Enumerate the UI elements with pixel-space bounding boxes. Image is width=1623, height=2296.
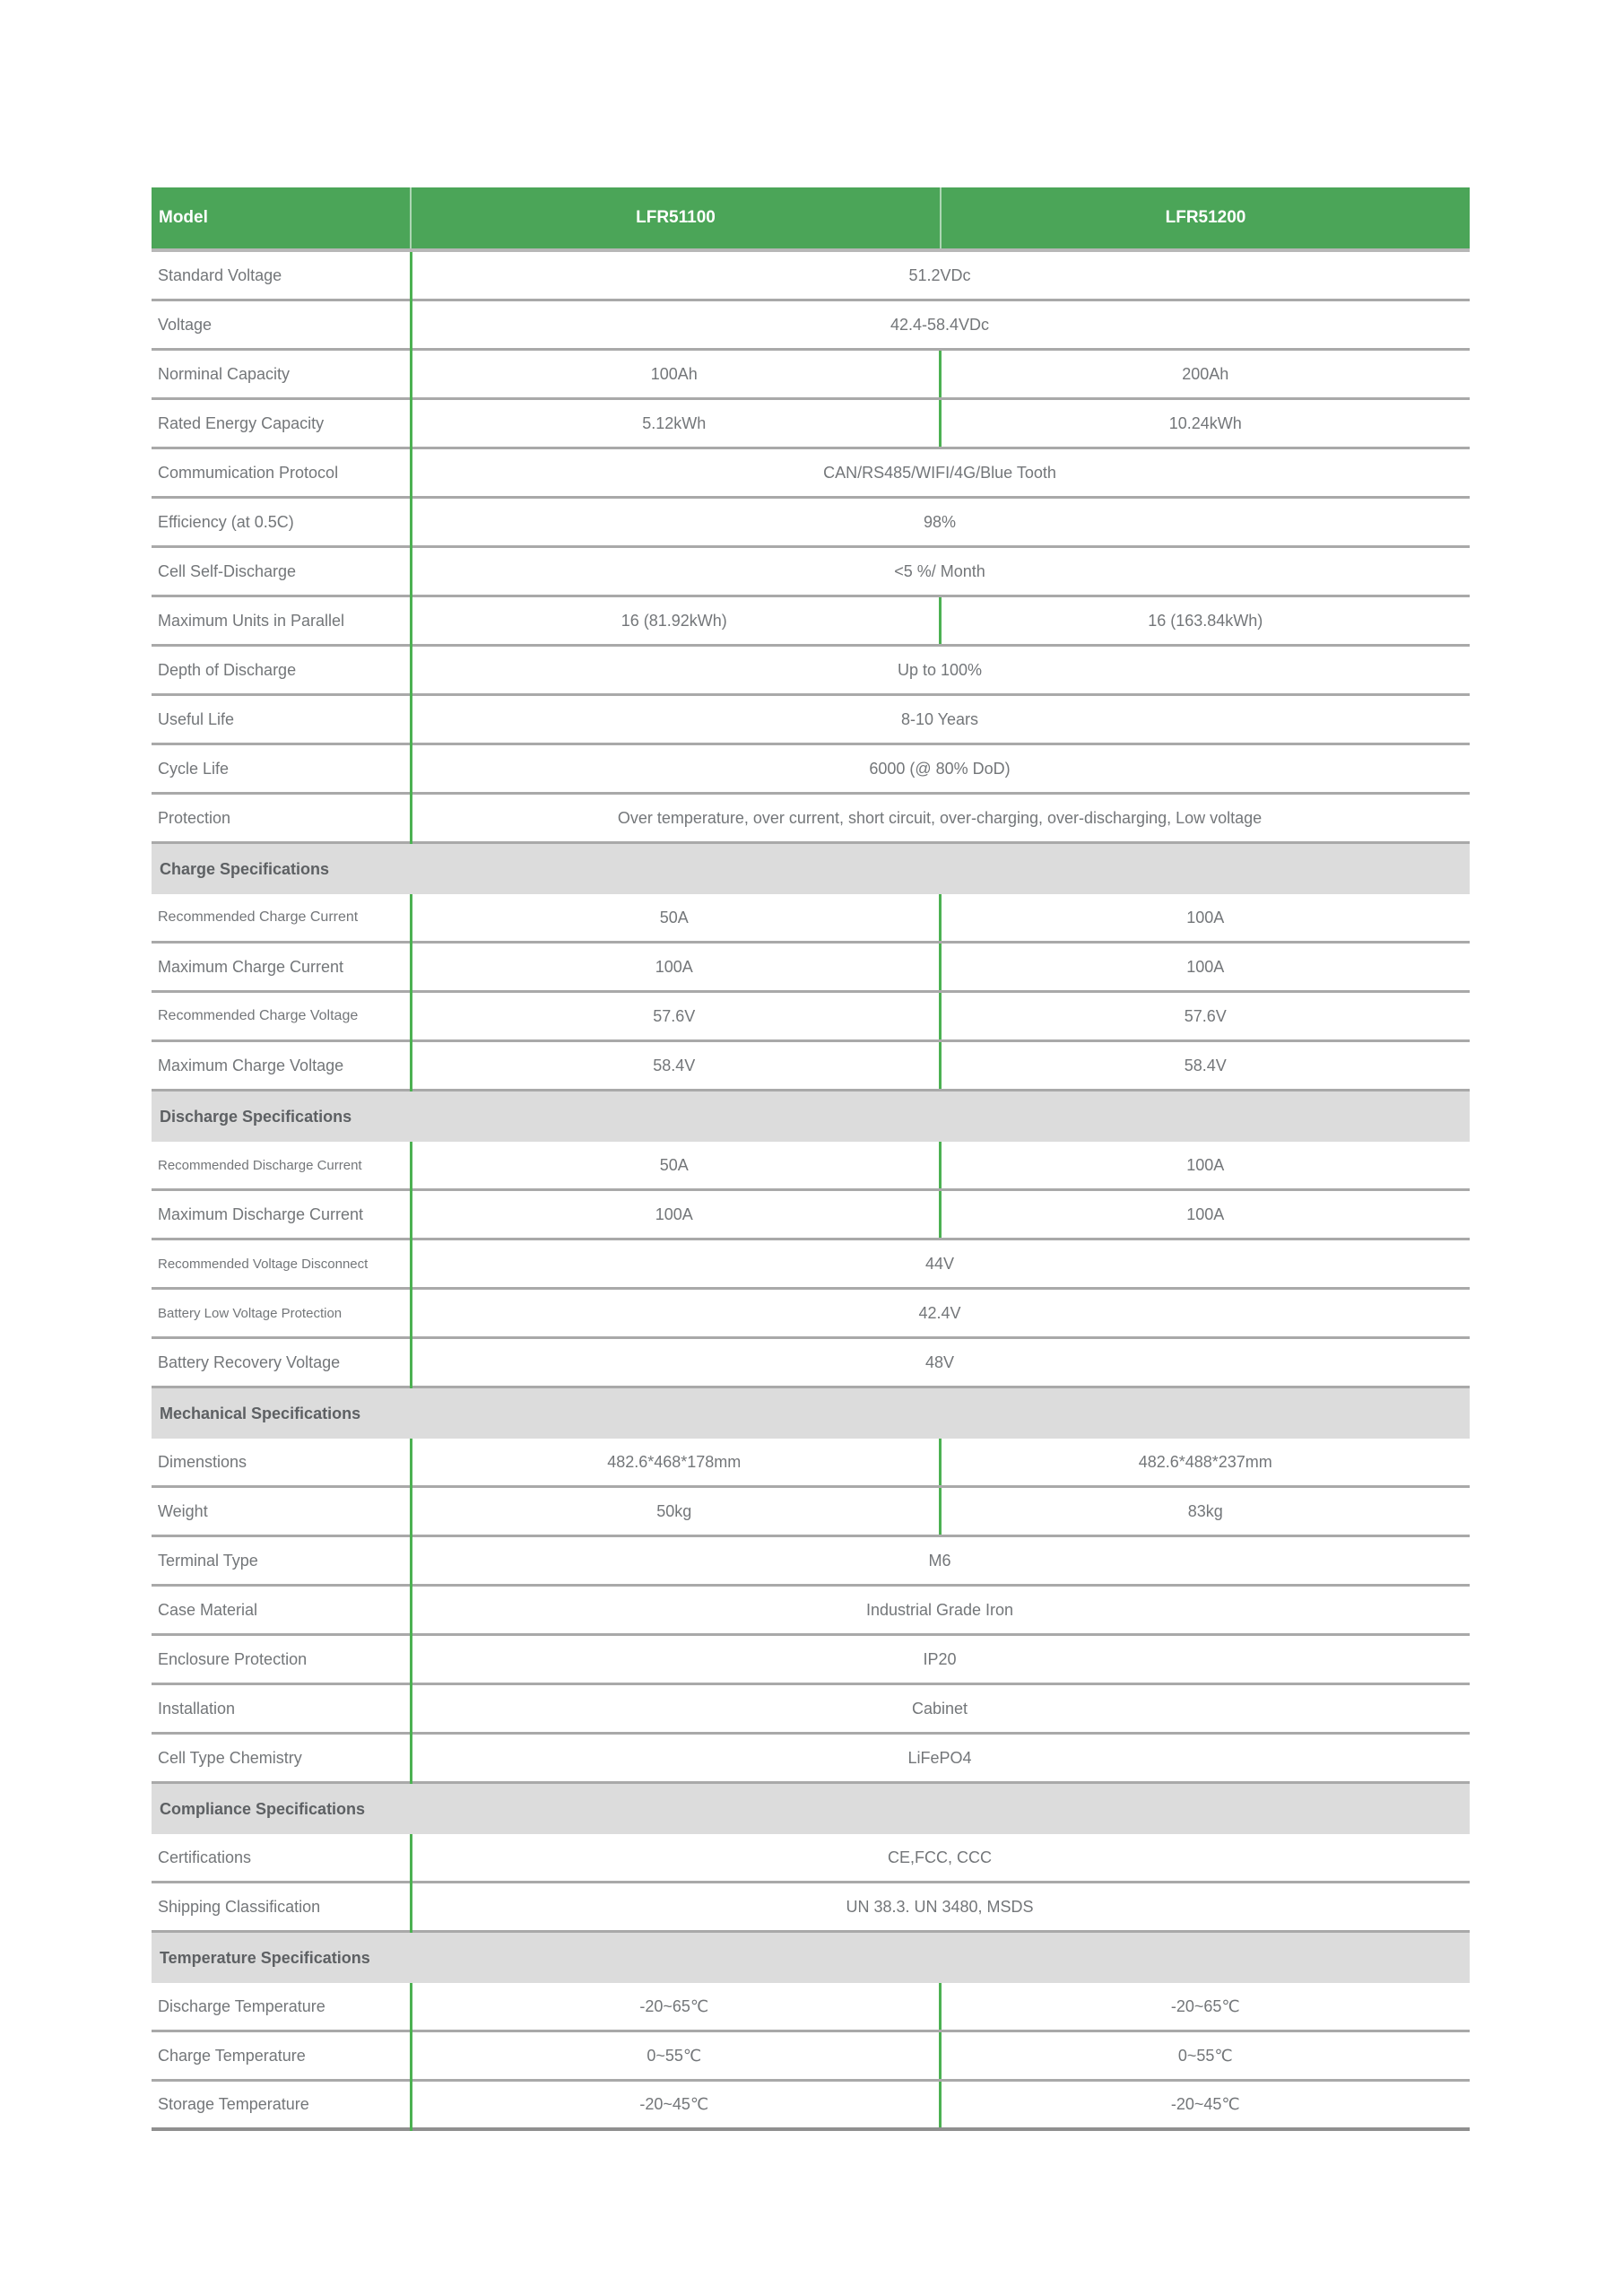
- row-label: Cycle Life: [158, 759, 230, 778]
- row-value-merged: Industrial Grade Iron: [865, 1600, 1014, 1619]
- row-label: Efficiency (at 0.5C): [158, 512, 294, 531]
- table-row: [152, 301, 1470, 351]
- row-value-col1: 100A: [655, 1205, 693, 1223]
- row-value-col2: 100A: [939, 944, 1471, 990]
- row-value-merged: LiFePO4: [907, 1748, 972, 1767]
- row-value-col2: -20~45℃: [939, 2082, 1471, 2127]
- table-row: [152, 795, 1470, 844]
- row-label: Maximum Charge Current: [158, 957, 344, 976]
- table-body: [152, 252, 1470, 2131]
- row-value-merged: 44V: [924, 1254, 955, 1273]
- row-label: Commumication Protocol: [158, 463, 339, 482]
- row-value-col2: 16 (163.84kWh): [939, 597, 1471, 644]
- section-header: Charge Specifications: [152, 844, 1470, 894]
- table-row: [152, 1883, 1470, 1933]
- section-header: Discharge Specifications: [152, 1091, 1470, 1142]
- row-label: Certifications: [158, 1848, 252, 1866]
- table-row: [152, 696, 1470, 745]
- row-value-col1: 50A: [659, 1155, 689, 1174]
- row-value-col2: 10.24kWh: [939, 400, 1471, 447]
- row-value-col1: 50A: [659, 908, 689, 926]
- row-label: Maximum Discharge Current: [158, 1205, 364, 1223]
- table-row: [152, 2082, 1470, 2131]
- row-label: Battery Recovery Voltage: [158, 1352, 341, 1371]
- row-label: Discharge Temperature: [158, 1996, 325, 2015]
- row-label: Recommended Charge Voltage: [158, 1008, 359, 1023]
- table-row: [152, 1587, 1470, 1636]
- row-label: Rated Energy Capacity: [158, 413, 325, 432]
- table-row: [152, 894, 1470, 944]
- row-label: Weight: [158, 1501, 208, 1520]
- table-row: [152, 944, 1470, 993]
- table-row: [152, 2032, 1470, 2082]
- row-value-col1: 50kg: [656, 1501, 692, 1520]
- table-row: [152, 1439, 1470, 1488]
- header-cell-lfr51200: LFR51200: [940, 187, 1470, 248]
- row-value-merged: 48V: [924, 1352, 955, 1371]
- row-label: Recommended Discharge Current: [158, 1157, 362, 1173]
- row-label: Cell Self-Discharge: [158, 561, 297, 580]
- row-value-col1: 57.6V: [653, 1006, 696, 1025]
- row-value-col2: 200Ah: [939, 351, 1471, 397]
- row-value-merged: Cabinet: [911, 1699, 968, 1718]
- table-row: [152, 1636, 1470, 1685]
- table-row: [152, 1339, 1470, 1388]
- table-row: [152, 1191, 1470, 1240]
- row-value-col2: 83kg: [939, 1488, 1471, 1535]
- table-row: [152, 1537, 1470, 1587]
- table-row: [152, 1042, 1470, 1091]
- row-value-merged: 51.2VDc: [908, 265, 971, 284]
- row-label: Terminal Type: [158, 1551, 258, 1570]
- section-header: Mechanical Specifications: [152, 1388, 1470, 1439]
- table-row: [152, 351, 1470, 400]
- row-label: Useful Life: [158, 709, 235, 728]
- table-row: [152, 1834, 1470, 1883]
- table-row: [152, 1735, 1470, 1784]
- table-row: [152, 1685, 1470, 1735]
- row-value-col2: 100A: [939, 1142, 1471, 1188]
- table-row: [152, 400, 1470, 449]
- row-label: Case Material: [158, 1600, 258, 1619]
- section-rows: [152, 1983, 1470, 2131]
- table-row: [152, 647, 1470, 696]
- section-header: Compliance Specifications: [152, 1784, 1470, 1834]
- row-label: Voltage: [158, 315, 213, 334]
- table-row: [152, 1983, 1470, 2032]
- row-value-merged: CAN/RS485/WIFI/4G/Blue Tooth: [823, 463, 1056, 482]
- row-label: Depth of Discharge: [158, 660, 297, 679]
- row-value-col2: 57.6V: [939, 993, 1471, 1039]
- table-row: [152, 1290, 1470, 1339]
- row-value-col1: 5.12kWh: [642, 413, 707, 432]
- row-label: Storage Temperature: [158, 2095, 309, 2113]
- section-rows: [152, 1834, 1470, 1933]
- row-value-col1: 58.4V: [653, 1056, 696, 1074]
- table-row: [152, 548, 1470, 597]
- table-row: [152, 252, 1470, 301]
- table-row: [152, 745, 1470, 795]
- row-label: Recommended Voltage Disconnect: [158, 1256, 369, 1272]
- row-label: Enclosure Protection: [158, 1649, 308, 1668]
- table-row: [152, 993, 1470, 1042]
- row-value-col2: 58.4V: [939, 1042, 1471, 1089]
- row-value-col1: 100A: [655, 957, 693, 976]
- row-value-col1: 0~55℃: [647, 2046, 702, 2065]
- row-value-merged: 6000 (@ 80% DoD): [869, 759, 1011, 778]
- row-value-merged: 8-10 Years: [900, 709, 979, 728]
- row-label: Recommended Charge Current: [158, 909, 359, 925]
- row-label: Protection: [158, 808, 231, 827]
- section-rows: [152, 1142, 1470, 1388]
- row-label: Maximum Units in Parallel: [158, 611, 345, 630]
- section-rows: [152, 252, 1470, 844]
- row-value-col1: -20~65℃: [639, 1996, 709, 2015]
- row-value-col1: 482.6*468*178mm: [607, 1452, 742, 1471]
- row-label: Installation: [158, 1699, 236, 1718]
- row-label: Cell Type Chemistry: [158, 1748, 302, 1767]
- section-rows: [152, 1439, 1470, 1784]
- table-row: [152, 597, 1470, 647]
- row-label: Charge Temperature: [158, 2046, 306, 2065]
- row-value-merged: M6: [928, 1551, 951, 1570]
- header-cell-model: Model: [159, 208, 208, 227]
- row-value-merged: <5 %/ Month: [894, 561, 985, 580]
- row-label: Norminal Capacity: [158, 364, 291, 383]
- row-value-col2: 0~55℃: [939, 2032, 1471, 2079]
- row-value-col1: -20~45℃: [639, 2095, 709, 2113]
- table-header-row: [152, 187, 1470, 252]
- table-row: [152, 449, 1470, 499]
- row-label: Shipping Classification: [158, 1897, 321, 1916]
- row-value-col2: 100A: [939, 1191, 1471, 1238]
- row-value-merged: 42.4V: [918, 1303, 961, 1322]
- section-rows: [152, 894, 1470, 1091]
- row-label: Standard Voltage: [158, 265, 282, 284]
- row-value-col1: 100Ah: [650, 364, 698, 383]
- table-row: [152, 1240, 1470, 1290]
- spec-table: [152, 187, 1470, 2131]
- row-label: Dimenstions: [158, 1452, 247, 1471]
- row-label: Maximum Charge Voltage: [158, 1056, 344, 1074]
- row-value-merged: 42.4-58.4VDc: [890, 315, 990, 334]
- section-header: Temperature Specifications: [152, 1933, 1470, 1983]
- row-value-merged: 98%: [923, 512, 957, 531]
- row-value-col2: 100A: [939, 894, 1471, 941]
- row-value-merged: UN 38.3. UN 3480, MSDS: [846, 1897, 1034, 1916]
- row-value-col2: 482.6*488*237mm: [939, 1439, 1471, 1485]
- row-value-col1: 16 (81.92kWh): [621, 611, 727, 630]
- table-row: [152, 499, 1470, 548]
- row-value-merged: Over temperature, over current, short circuit, over-charging, over-discharging, Low voltage: [617, 808, 1263, 827]
- row-value-merged: Up to 100%: [897, 660, 983, 679]
- row-value-col2: -20~65℃: [939, 1983, 1471, 2030]
- row-value-merged: CE,FCC, CCC: [888, 1848, 992, 1866]
- row-label: Battery Low Voltage Protection: [158, 1305, 343, 1321]
- table-row: [152, 1488, 1470, 1537]
- row-value-merged: IP20: [923, 1649, 957, 1668]
- table-row: [152, 1142, 1470, 1191]
- header-cell-lfr51100: LFR51100: [410, 187, 940, 248]
